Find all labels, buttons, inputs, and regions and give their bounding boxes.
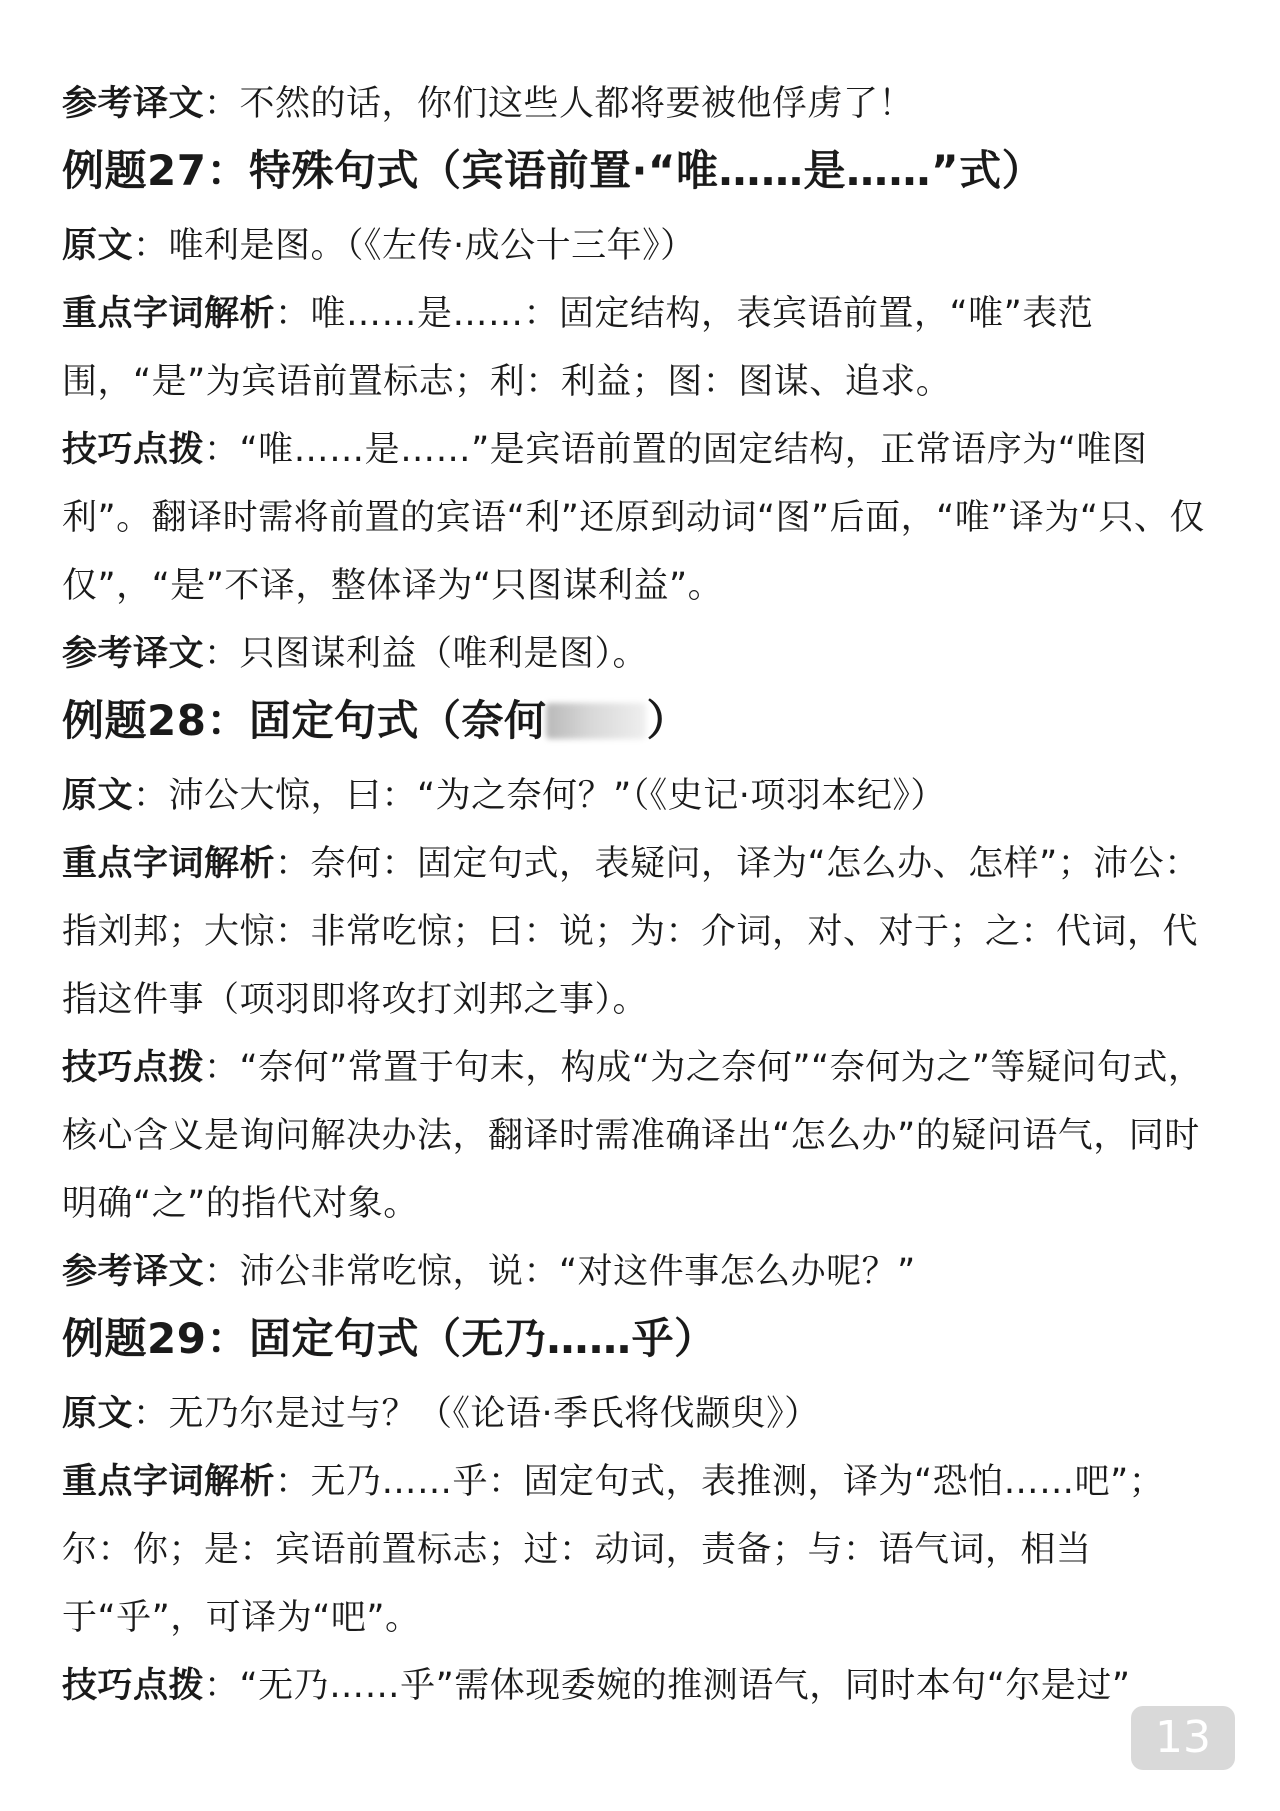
colon: ： xyxy=(275,294,311,334)
translation-label: 参考译文 xyxy=(62,634,205,674)
heading-text-end: ） xyxy=(646,696,689,745)
example-28-keywords xyxy=(62,830,1222,1034)
example-28-original xyxy=(62,762,1222,830)
original-text: 唯利是图。（《左传·成公十三年》） xyxy=(168,226,696,266)
example-28-tips xyxy=(62,1034,1222,1238)
keywords-label: 重点字词解析 xyxy=(62,844,276,884)
translation-label: 参考译文 xyxy=(62,84,205,124)
original-label: 原文 xyxy=(62,776,134,816)
page-number-badge: 13 xyxy=(1131,1706,1235,1770)
keywords-text: 无乃……乎：固定句式，表推测，译为“恐怕……吧”；尔：你；是：宾语前置标志；过：动词，责备；与：语气词，相当于“乎”，可译为“吧”。 xyxy=(62,1462,1165,1638)
original-label: 原文 xyxy=(62,1394,134,1434)
tips-text: “唯……是……”是宾语前置的固定结构，正常语序为“唯图利”。翻译时需将前置的宾语“利”还原到动词“图”后面，“唯”译为“只、仅仅”，“是”不译，整体译为“只图谋利益”。 xyxy=(62,430,1206,606)
tips-label: 技巧点拨 xyxy=(62,430,205,470)
keywords-text: 奈何：固定句式，表疑问，译为“怎么办、怎样”；沛公：指刘邦；大惊：非常吃惊；曰：说；为：介词，对、对于；之：代词，代指这件事（项羽即将攻打刘邦之事）。 xyxy=(62,844,1200,1020)
example-29-heading: 例题29：固定句式（无乃……乎） xyxy=(62,1314,717,1363)
document-page xyxy=(62,70,1222,1720)
colon: ： xyxy=(133,226,169,266)
tips-label: 技巧点拨 xyxy=(62,1666,205,1706)
heading-text: 例题28：固定句式（奈何 xyxy=(62,696,547,745)
colon: ： xyxy=(204,430,240,470)
colon: ： xyxy=(133,1394,169,1434)
example-29-keywords xyxy=(62,1448,1222,1652)
blurred-text xyxy=(546,703,646,739)
example-29-original xyxy=(62,1380,1222,1448)
example-27-original xyxy=(62,212,1222,280)
colon: ： xyxy=(204,634,240,674)
translation-line xyxy=(62,70,1222,138)
colon: ： xyxy=(133,776,169,816)
example-27-tips xyxy=(62,416,1222,620)
translation-text: 不然的话，你们这些人都将要被他俘虏了！ xyxy=(239,84,915,124)
example-27-translation xyxy=(62,620,1222,688)
colon: ： xyxy=(275,1462,311,1502)
colon: ： xyxy=(204,1048,240,1088)
translation-label: 参考译文 xyxy=(62,1252,205,1292)
colon: ： xyxy=(275,844,311,884)
original-text: 无乃尔是过与？（《论语·季氏将伐颛臾》） xyxy=(168,1394,820,1434)
colon: ： xyxy=(204,84,240,124)
keywords-label: 重点字词解析 xyxy=(62,294,276,334)
tips-text: “无乃……乎”需体现委婉的推测语气，同时本句“尔是过” xyxy=(239,1666,1131,1706)
example-27-heading: 例题27：特殊句式（宾语前置·“唯……是……”式） xyxy=(62,146,1045,195)
example-29-tips xyxy=(62,1652,1222,1720)
original-label: 原文 xyxy=(62,226,134,266)
tips-label: 技巧点拨 xyxy=(62,1048,205,1088)
tips-text: “奈何”常置于句末，构成“为之奈何”“奈何为之”等疑问句式，核心含义是询问解决办法，翻译时需准确译出“怎么办”的疑问语气，同时明确“之”的指代对象。 xyxy=(62,1048,1204,1224)
colon: ： xyxy=(204,1252,240,1292)
keywords-label: 重点字词解析 xyxy=(62,1462,276,1502)
original-text: 沛公大惊，曰：“为之奈何？”（《史记·项羽本纪》） xyxy=(168,776,946,816)
keywords-text: 唯……是……：固定结构，表宾语前置，“唯”表范围，“是”为宾语前置标志；利：利益；图：图谋、追求。 xyxy=(62,294,1094,402)
example-28-translation xyxy=(62,1238,1222,1306)
colon: ： xyxy=(204,1666,240,1706)
translation-text: 沛公非常吃惊，说：“对这件事怎么办呢？” xyxy=(239,1252,916,1292)
example-27-keywords xyxy=(62,280,1222,416)
translation-text: 只图谋利益（唯利是图）。 xyxy=(239,634,649,674)
example-28-heading xyxy=(62,690,1222,752)
